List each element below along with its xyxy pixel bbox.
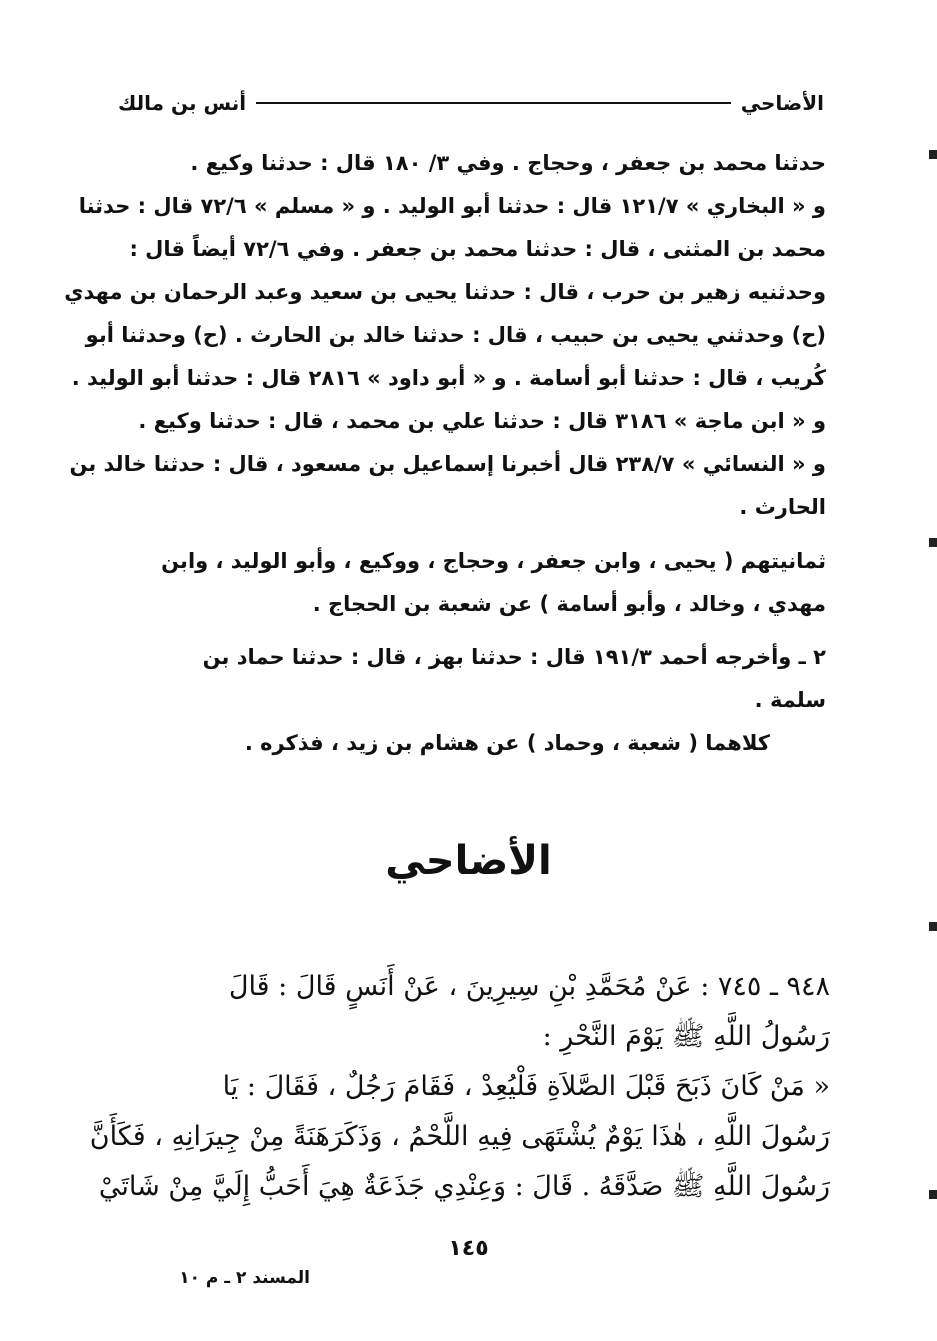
- hadith-line: رَسُولَ اللَّهِ ، هٰذَا يَوْمٌ يُشْتَهَى فِيهِ اللَّحْمُ ، وَذَكَرَهَنَةً مِنْ جِيرَانِهِ ، فَكَأَنَّ: [89, 1121, 830, 1152]
- note-line: و « ابن ماجة » ٣١٨٦ قال : حدثنا علي بن محمد ، قال : حدثنا وكيع .: [138, 409, 826, 433]
- note-line: الحارث .: [739, 495, 826, 519]
- margin-mark: [929, 1190, 937, 1199]
- header-chapter-title: الأضاحي: [740, 91, 824, 115]
- takhrij-notes-block-1: [64, 142, 826, 529]
- section-title: الأضاحي: [385, 838, 552, 884]
- header-rule: [256, 102, 731, 104]
- running-header: [118, 86, 824, 120]
- page-number: ١٤٥: [448, 1236, 489, 1261]
- note-line: ثمانيتهم ( يحيى ، وابن جعفر ، وحجاج ، ووكيع ، وأبو الوليد ، وابن: [161, 549, 826, 573]
- note-line: سلمة .: [754, 688, 826, 712]
- printer-signature: المسند ٢ ـ م ١٠: [179, 1268, 310, 1288]
- note-line: كلاهما ( شعبة ، وحماد ) عن هشام بن زيد ، فذكره .: [244, 731, 770, 755]
- hadith-line: ٩٤٨ ـ ٧٤٥ : عَنْ مُحَمَّدِ بْنِ سِيرِينَ ، عَنْ أَنَسٍ قَالَ : قَالَ: [228, 971, 830, 1002]
- note-line: حدثنا محمد بن جعفر ، وحجاج . وفي ٣/ ١٨٠ قال : حدثنا وكيع .: [190, 151, 826, 175]
- note-line: و « النسائي » ٢٣٨/٧ قال أخبرنا إسماعيل بن مسعود ، قال : حدثنا خالد بن: [69, 452, 826, 476]
- hadith-text: [89, 962, 830, 1212]
- hadith-line: رَسُولَ اللَّهِ ﷺ صَدَّقَهُ . قَالَ : وَعِنْدِي جَذَعَةٌ هِيَ أَحَبُّ إِلَيَّ مِنْ شَاتَيْ: [98, 1171, 830, 1202]
- margin-mark: [929, 538, 937, 547]
- note-line: ٢ ـ وأخرجه أحمد ١٩١/٣ قال : حدثنا بهز ، قال : حدثنا حماد بن: [202, 645, 826, 669]
- note-line: وحدثنيه زهير بن حرب ، قال : حدثنا يحيى بن سعيد وعبد الرحمان بن مهدي: [64, 280, 826, 304]
- takhrij-notes-block-2: [118, 540, 826, 626]
- note-line: كُريب ، قال : حدثنا أبو أسامة . و « أبو داود » ٢٨١٦ قال : حدثنا أبو الوليد .: [71, 366, 826, 390]
- note-line: (ح) وحدثني يحيى بن حبيب ، قال : حدثنا خالد بن الحارث . (ح) وحدثنا أبو: [85, 323, 826, 347]
- hadith-line: رَسُولُ اللَّهِ ﷺ يَوْمَ النَّحْرِ :: [542, 1021, 830, 1052]
- note-line: محمد بن المثنى ، قال : حدثنا محمد بن جعفر . وفي ٧٢/٦ أيضاً قال :: [129, 237, 826, 261]
- header-companion-name: أنس بن مالك: [118, 91, 247, 115]
- takhrij-notes-block-3: [118, 636, 826, 722]
- hadith-line: « مَنْ كَانَ ذَبَحَ قَبْلَ الصَّلاَةِ فَلْيُعِدْ ، فَقَامَ رَجُلٌ ، فَقَالَ : يَا: [222, 1071, 830, 1102]
- note-line: و « البخاري » ١٢١/٧ قال : حدثنا أبو الوليد . و « مسلم » ٧٢/٦ قال : حدثنا: [78, 194, 826, 218]
- note-line: مهدي ، وخالد ، وأبو أسامة ) عن شعبة بن الحجاج .: [312, 592, 826, 616]
- margin-mark: [929, 922, 937, 931]
- margin-mark: [929, 150, 937, 159]
- takhrij-notes-block-4: [118, 722, 770, 765]
